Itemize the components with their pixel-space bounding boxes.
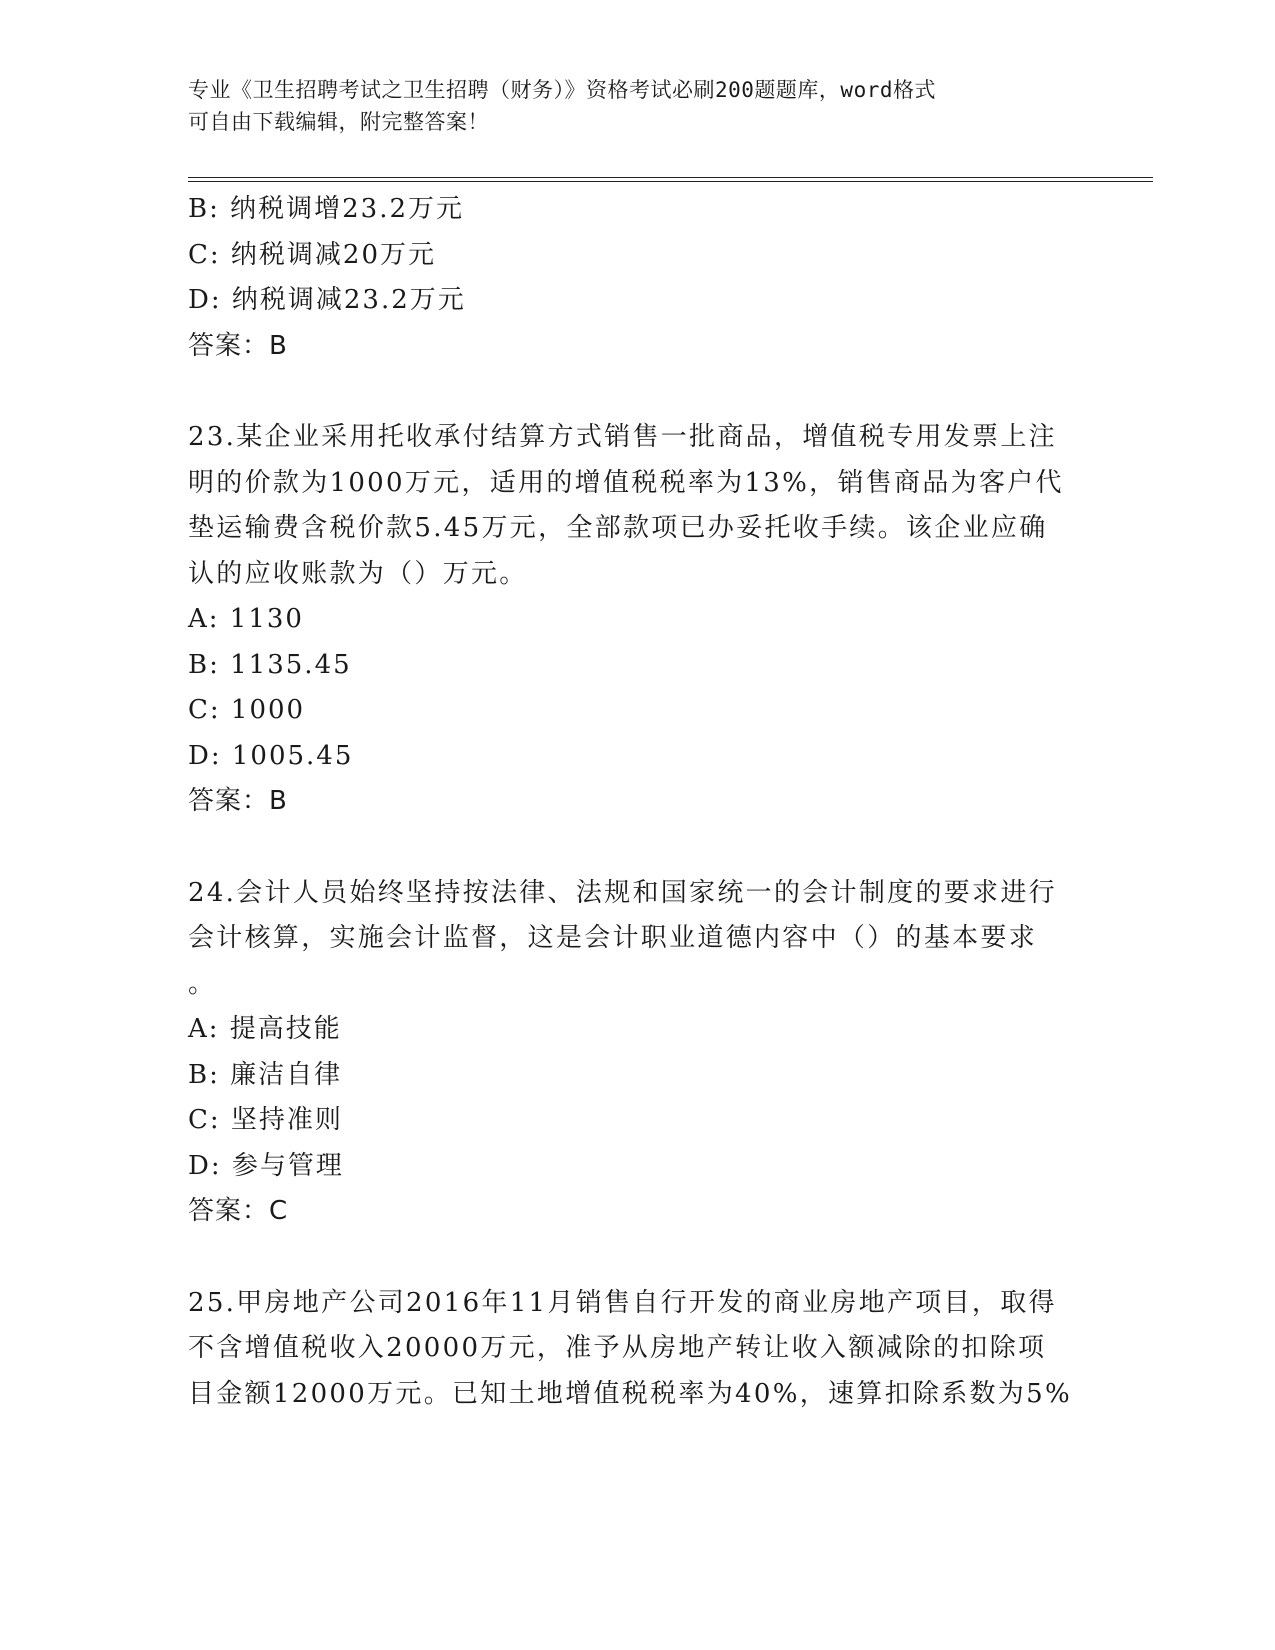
question-22-tail [188, 187, 1088, 369]
option-c: C: 1000 [188, 695, 306, 725]
answer-line: 答案：B [188, 330, 288, 361]
question-stem-line: 不含增值税收入20000万元，准予从房地产转让收入额减除的扣除项 [188, 1333, 1047, 1363]
option-b: B: 1135.45 [188, 649, 352, 680]
question-24 [188, 871, 1088, 1235]
option-b: B: 廉洁自律 [188, 1059, 343, 1090]
question-stem-line: 认的应收账款为（）万元。 [188, 558, 528, 589]
question-stem-line: 25.甲房地产公司2016年11月销售自行开发的商业房地产项目，取得 [188, 1287, 1057, 1318]
question-stem-line: 23.某企业采用托收承付结算方式销售一批商品，增值税专用发票上注 [188, 422, 1057, 452]
question-stem-line: 24.会计人员始终坚持按法律、法规和国家统一的会计制度的要求进行 [188, 877, 1057, 908]
answer-line: 答案：B [188, 786, 288, 816]
question-stem-line: 明的价款为1000万元，适用的增值税税率为13%，销售商品为客户代 [188, 467, 1064, 498]
option-a: A: 提高技能 [188, 1014, 342, 1044]
question-stem-line: 垫运输费含税价款5.45万元，全部款项已办妥托收手续。该企业应确 [188, 513, 1048, 543]
option-c: C: 坚持准则 [188, 1105, 343, 1135]
header-divider [188, 177, 1153, 182]
option-d: D: 参与管理 [188, 1150, 344, 1181]
option-d: D: 1005.45 [188, 740, 354, 771]
question-23 [188, 415, 1088, 825]
option-b: B: 纳税调增23.2万元 [188, 194, 465, 224]
option-c: C: 纳税调减20万元 [188, 239, 437, 270]
header-title-line-1: 专业《卫生招聘考试之卫生招聘（财务）》资格考试必刷200题题库，word格式 [188, 78, 936, 102]
header-title-line-2: 可自由下载编辑，附完整答案！ [188, 110, 489, 134]
question-stem-line: 。 [188, 968, 217, 999]
option-d: D: 纳税调减23.2万元 [188, 285, 466, 315]
document-header [188, 74, 1088, 138]
option-a: A: 1130 [188, 604, 304, 634]
question-25 [188, 1281, 1088, 1418]
question-stem-line: 目金额12000万元。已知土地增值税税率为40%，速算扣除系数为5% [188, 1378, 1072, 1409]
question-stem-line: 会计核算，实施会计监督，这是会计职业道德内容中（）的基本要求 [188, 923, 1038, 953]
answer-line: 答案：C [188, 1196, 289, 1226]
question-content [188, 187, 1088, 1417]
